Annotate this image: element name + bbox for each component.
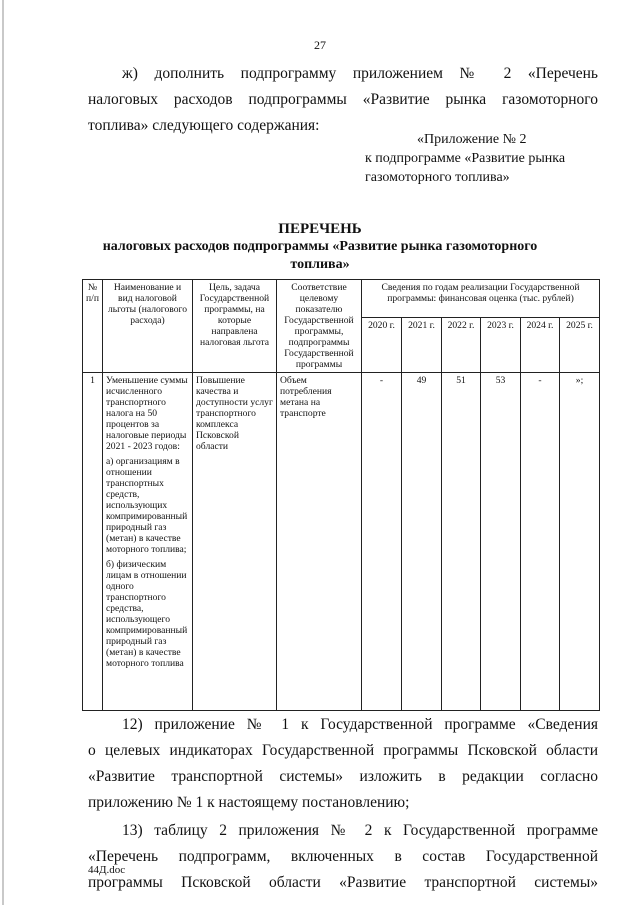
appendix-ref-line-1: «Приложение № 2: [417, 132, 527, 147]
row-value-2023: 53: [481, 373, 521, 711]
item-12-line-1: 12) приложение № 1 к Государственной программе «Сведения: [122, 716, 598, 733]
scan-margin-line: [2, 0, 4, 905]
row-value-2021: 49: [402, 373, 442, 711]
table-row: [83, 373, 600, 711]
intro-line-1: ж) дополнить подпрограмму приложением № 2 «Перечень: [122, 65, 598, 82]
header-num: № п/п: [83, 280, 103, 373]
row-num: 1: [83, 373, 103, 711]
header-indicator: Соответствие целевому показателю Государственной программы, подпрограммы Государственной программы: [277, 280, 362, 373]
intro-paragraph: [88, 61, 598, 139]
intro-line-2: налоговых расходов подпрограммы «Развитие рынка газомоторного: [88, 91, 598, 108]
header-year-2020: 2020 г.: [362, 318, 402, 373]
benefit-b: б) физическим лицам в отношении одного транспортного средства, использующего компримированный природный газ (метан) в качестве моторного топлива: [106, 559, 188, 669]
appendix-ref-line-2: к подпрограмме «Развитие рынка: [365, 151, 566, 166]
header-year-2025: 2025 г.: [560, 318, 600, 373]
row-value-2020: -: [362, 373, 402, 711]
item-12-line-4: приложению № 1 к настоящему постановлению;: [88, 794, 410, 811]
page-number: 27: [314, 38, 326, 52]
tax-expenditures-table: [82, 279, 600, 711]
header-year-2022: 2022 г.: [442, 318, 481, 373]
intro-line-3: топлива» следующего содержания:: [88, 117, 320, 134]
benefit-main: Уменьшение суммы исчисленного транспортного налога на 50 процентов за налоговые периоды 2021 - 2023 годов:: [106, 375, 188, 452]
row-value-2024: -: [521, 373, 560, 711]
row-benefit-name: [103, 373, 193, 711]
appendix-reference: [365, 130, 603, 187]
list-title-line-2: топлива»: [290, 257, 350, 272]
item-12-line-2: о целевых индикаторах Государственной программы Псковской области: [88, 742, 598, 759]
row-value-2025: »;: [560, 373, 600, 711]
header-goal: Цель, задача Государственной программы, на которые направлена налоговая льгота: [193, 280, 277, 373]
header-info: Сведения по годам реализации Государственной программы: финансовая оценка (тыс. рублей): [362, 280, 600, 318]
header-name: Наименование и вид налоговой льготы (налогового расхода): [103, 280, 193, 373]
item-12-line-3: «Развитие транспортной системы» изложить в редакции согласно: [88, 768, 598, 785]
item-13-line-2: «Перечень подпрограмм, включенных в состав Государственной: [88, 848, 598, 865]
list-title-line-1: налоговых расходов подпрограммы «Развитие рынка газомоторного: [102, 239, 538, 254]
list-title-heading: ПЕРЕЧЕНЬ: [278, 221, 362, 237]
appendix-ref-line-3: газомоторного топлива»: [365, 170, 510, 185]
header-year-2024: 2024 г.: [521, 318, 560, 373]
item-13-paragraph: [88, 818, 598, 896]
item-13-line-1: 13) таблицу 2 приложения № 2 к Государственной программе: [122, 822, 598, 839]
row-indicator: Объем потребления метана на транспорте: [277, 373, 362, 711]
item-12-paragraph: [88, 712, 598, 816]
header-year-2021: 2021 г.: [402, 318, 442, 373]
row-value-2022: 51: [442, 373, 481, 711]
item-13-line-3: программы Псковской области «Развитие транспортной системы»: [88, 874, 598, 891]
benefit-a: а) организациям в отношении транспортных средств, использующих компримированный природный газ (метан) в качестве моторного топлива;: [106, 456, 188, 555]
row-goal: Повышение качества и доступности услуг транспортного комплекса Псковской области: [193, 373, 277, 711]
header-year-2023: 2023 г.: [481, 318, 521, 373]
footer-filename: 44Д.doc: [88, 864, 126, 876]
